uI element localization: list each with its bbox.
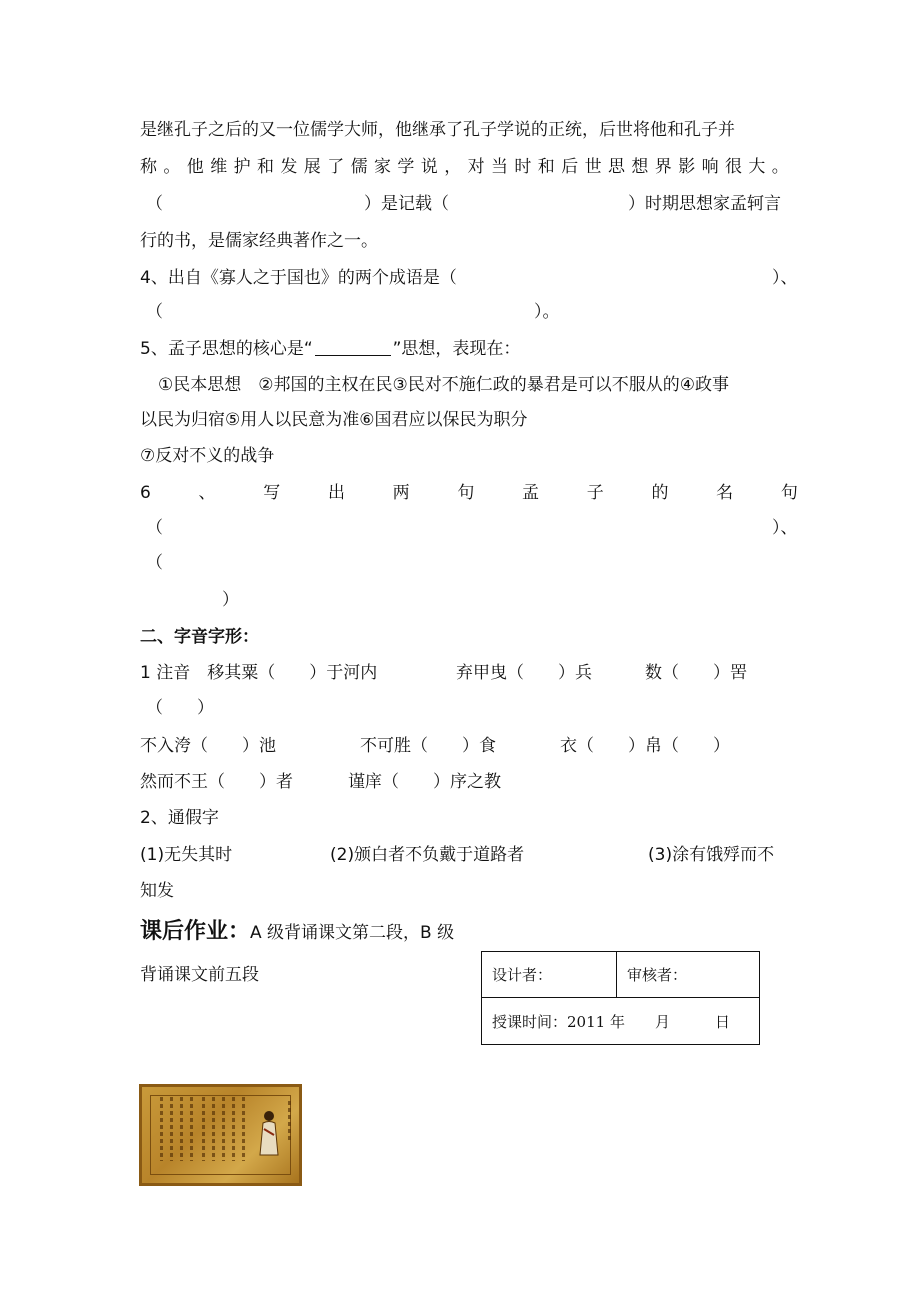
calligraphy-column (190, 1097, 193, 1161)
q6-char: 写 (263, 483, 281, 503)
text-line (140, 337, 520, 361)
q6-char: 句 (780, 483, 798, 503)
q6-char: 名 (716, 483, 734, 503)
calligraphy-column (288, 1101, 291, 1141)
q6-char: 句 (457, 483, 475, 503)
text-line: （ (146, 553, 163, 573)
calligraphy-scroll-image (139, 1084, 302, 1186)
text-line: ）。 (534, 302, 560, 322)
calligraphy-column (212, 1097, 215, 1161)
calligraphy-column (242, 1097, 245, 1161)
sign-off-table (481, 951, 760, 1045)
text-line: 不入洿（ ）池 (140, 736, 276, 756)
text-line: 不可胜（ ）食 (360, 736, 496, 756)
text-line: (1)无失其时 (140, 845, 233, 865)
q6-char: 的 (651, 483, 669, 503)
text-line: (2)颁白者不负戴于道路者 (330, 845, 525, 865)
section-title: 二、字音字形： (140, 627, 259, 647)
q5-prefix: 5、孟子思想的核心是“ (140, 339, 313, 359)
calligraphy-column (202, 1097, 205, 1161)
text-line: ）、 (772, 518, 798, 538)
text-line: 2、通假字 (140, 808, 219, 828)
text-line: （ (146, 518, 163, 538)
q6-heading (140, 481, 798, 505)
text-line: 称。他维护和发展了儒家学说，对当时和后世思想界影响很大。 (140, 157, 796, 177)
calligraphy-column (222, 1097, 225, 1161)
homework-text: 背诵课文前五段 (140, 965, 259, 985)
designer-cell: 设计者： (482, 952, 617, 998)
q6-char: 孟 (522, 483, 540, 503)
figure-illustration-icon (258, 1109, 280, 1159)
text-line: 是继孔子之后的又一位儒学大师，他继承了孔子学说的正统，后世将他和孔子并 (140, 120, 735, 140)
text-line: 然而不王（ ）者 (140, 772, 293, 792)
text-line: ⑦反对不义的战争 (140, 446, 275, 466)
q5-suffix: ”思想，表现在： (392, 339, 521, 359)
text-line: ） (222, 590, 239, 610)
text-line: 数（ ）罟 (645, 663, 747, 683)
q6-char: 、 (198, 483, 216, 503)
fill-blank[interactable] (315, 337, 391, 356)
q6-char: 6 (140, 483, 151, 503)
q6-char: 出 (327, 483, 345, 503)
text-line: 行的书，是儒家经典著作之一。 (140, 231, 378, 251)
text-line: ）、 (772, 268, 798, 288)
text-line: 衣（ ）帛（ ） (560, 736, 730, 756)
homework-line (140, 920, 454, 945)
text-line: 知发 (140, 881, 174, 901)
text-line: 以民为归宿⑤用人以民意为准⑥国君应以保民为职分 (140, 410, 528, 430)
reviewer-cell: 审核者： (617, 952, 760, 998)
lesson-time-cell: 授课时间：2011 年 月 日 (482, 998, 760, 1045)
text-line: ①民本思想 ②邦国的主权在民③民对不施仁政的暴君是可以不服从的④政事 (158, 375, 729, 395)
text-line: 弃甲曳（ ）兵 (456, 663, 592, 683)
text-line: 1 注音 移其粟（ ）于河内 (140, 663, 378, 683)
homework-title: 课后作业： (140, 919, 251, 944)
text-line: ）是记载（ (364, 194, 449, 214)
calligraphy-column (232, 1097, 235, 1161)
text-line: 4、出自《寡人之于国也》的两个成语是（ (140, 268, 457, 288)
q6-char: 两 (392, 483, 410, 503)
calligraphy-column (160, 1097, 163, 1161)
homework-text: A 级背诵课文第二段，B 级 (250, 923, 455, 943)
text-line: (3)涂有饿殍而不 (648, 845, 775, 865)
text-line: ）时期思想家孟轲言 (628, 194, 781, 214)
text-line: （ ） (146, 698, 214, 718)
calligraphy-column (170, 1097, 173, 1161)
text-line: （ (146, 194, 163, 214)
text-line: （ (146, 302, 163, 322)
calligraphy-column (180, 1097, 183, 1161)
text-line: 谨庠（ ）序之教 (348, 772, 501, 792)
q6-char: 子 (586, 483, 604, 503)
